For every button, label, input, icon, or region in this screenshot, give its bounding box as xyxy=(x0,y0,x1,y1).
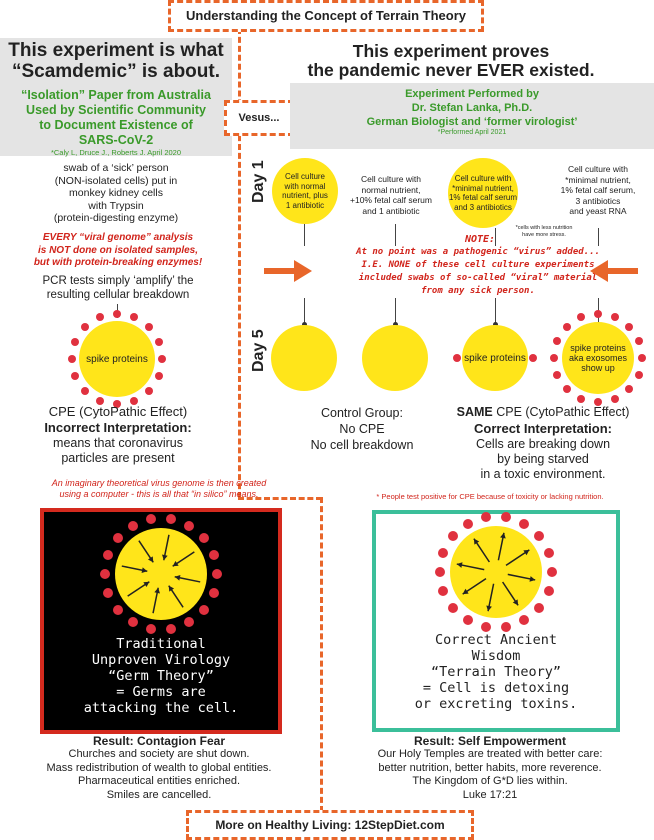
spike-dot xyxy=(212,569,222,579)
spike-dot xyxy=(103,588,113,598)
left-infected-cell xyxy=(79,321,155,397)
arrow-head-icon xyxy=(162,555,168,561)
spike-dot xyxy=(544,586,554,596)
experiment-date: *Performed April 2021 xyxy=(437,129,507,136)
day-5-label: Day 5 xyxy=(250,329,267,372)
spike-dot xyxy=(635,371,643,379)
spike-dot xyxy=(146,624,156,634)
spike-proteins-label: spike proteins xyxy=(86,353,148,365)
spike-dot xyxy=(155,338,163,346)
in-silico-note: An imaginary theoretical virus genome is then created using a computer - this is all that “in silico” means. xyxy=(51,478,267,499)
arrow-head-icon xyxy=(529,576,535,582)
incorrect-interpretation-title: Incorrect Interpretation: xyxy=(44,420,192,435)
spike-dot xyxy=(547,567,557,577)
spike-dot xyxy=(611,313,619,321)
day5-cell-2 xyxy=(362,325,428,391)
day5-cell-1 xyxy=(271,325,337,391)
spike-dot xyxy=(113,310,121,318)
arrow-head-icon xyxy=(486,605,492,611)
spike-dot xyxy=(96,313,104,321)
terrain-theory-text: Correct Ancient Wisdom “Terrain Theory” = Cell is detoxing or excreting toxins. xyxy=(414,632,578,712)
arrow-head-icon xyxy=(175,575,181,581)
paper-panel xyxy=(0,86,232,156)
arrow-head-icon xyxy=(457,562,463,568)
spike-dot xyxy=(481,622,491,632)
contagion-result-text: Churches and society are shut down. Mass redistribution of wealth to global entities. Pharmaceutical entities enriched. Smiles are cancelled. xyxy=(46,748,272,801)
spike-dot xyxy=(166,624,176,634)
terrain-theory-box xyxy=(372,510,620,732)
spike-dot xyxy=(501,512,511,522)
divider-line-bottom xyxy=(320,497,323,812)
spike-dot xyxy=(71,338,79,346)
method-text: swab of a ‘sick’ person (NON-isolated cells) put in monkey kidney cells with Trypsin (protein-digesting enzyme) xyxy=(53,162,179,224)
culture-label-4: Cell culture with *minimal nutrient, 1% fetal calf serum, 3 antibiotics and yeast RNA xyxy=(560,164,636,216)
empowerment-result-title: Result: Self Empowerment xyxy=(413,734,567,748)
spike-dot xyxy=(544,548,554,558)
spike-dot xyxy=(130,313,138,321)
spike-dot xyxy=(594,310,602,318)
spike-dot xyxy=(71,372,79,380)
pcr-text: PCR tests simply ‘amplify’ the resulting cellular breakdown xyxy=(42,275,194,301)
germ-theory-text: Traditional Unproven Virology “Germ Theory” = Germs are attacking the cell. xyxy=(83,636,239,716)
red-note: EVERY “viral genome” analysis is NOT done on isolated samples, but with protein-breaking enzymes! xyxy=(33,232,203,268)
footer-link[interactable]: More on Healthy Living: 12StepDiet.com xyxy=(186,810,474,840)
spike-dot xyxy=(209,550,219,560)
divider-line-top xyxy=(238,28,241,498)
correct-interpretation-text: Cells are breaking down by being starved in a toxic environment. xyxy=(475,437,611,481)
culture-label-2: Cell culture with normal nutrient, +10% fetal calf serum and 1 antibiotic xyxy=(350,174,432,216)
spike-dot xyxy=(103,550,113,560)
versus-box: Vesus... xyxy=(224,100,294,136)
inward-arrows-icon xyxy=(115,528,207,620)
spike-dot xyxy=(100,569,110,579)
spike-dot xyxy=(625,385,633,393)
spike-dot xyxy=(155,372,163,380)
note-text: At no point was a pathogenic “virus” added... I.E. NONE of these cell culture experiments included swabs of so-called “viral” material from any sick person. xyxy=(300,246,654,298)
culture-cell-1: Cell culture with normal nutrient, plus 1 antibiotic xyxy=(272,158,338,224)
experiment-title: Experiment Performed by Dr. Stefan Lanka, Ph.D. German Biologist and ‘former virologist’ xyxy=(366,88,578,128)
left-heading: This experiment is what “Scamdemic” is about. xyxy=(0,38,232,86)
day5-cell-4: spike proteins aka exosomes show up xyxy=(562,322,634,394)
spike-dot xyxy=(577,313,585,321)
spike-dot xyxy=(145,387,153,395)
germ-theory-box xyxy=(40,508,282,734)
spike-dot xyxy=(553,371,561,379)
spike-dot xyxy=(481,512,491,522)
spike-dot xyxy=(635,337,643,345)
spike-dot xyxy=(611,395,619,403)
spike-dot xyxy=(166,514,176,524)
spike-dot xyxy=(529,354,537,362)
page-title: Understanding the Concept of Terrain Theory xyxy=(168,0,484,32)
spike-dot xyxy=(550,354,558,362)
right-arrow-icon xyxy=(588,258,638,284)
outward-arrows-icon xyxy=(450,526,542,618)
spike-dot xyxy=(563,323,571,331)
spike-dot xyxy=(145,323,153,331)
spike-dot xyxy=(438,548,448,558)
spike-dot xyxy=(438,586,448,596)
control-group-text: Control Group: No CPE No cell breakdown xyxy=(310,406,414,452)
spike-dot xyxy=(435,567,445,577)
spike-dot xyxy=(563,385,571,393)
note-title: NOTE: xyxy=(464,234,496,245)
spike-dot xyxy=(501,622,511,632)
paper-citation: *Caly L, Druce J., Roberts J. April 2020 xyxy=(50,148,182,157)
small-stress-note: *cells with less nutrition have more stress. xyxy=(515,225,573,238)
paper-title: “Isolation” Paper from Australia Used by Scientific Community to Document Existence of SARS-CoV-2 xyxy=(21,88,211,147)
empowerment-result-text: Our Holy Temples are treated with better care: better nutrition, better habits, more reverence. The Kingdom of G*D lies within. Luke 17:21 xyxy=(377,748,603,801)
positive-test-note: * People test positive for CPE because of toxicity or lacking nutrition. xyxy=(376,492,604,501)
incorrect-interpretation-text: means that coronavirus particles are present xyxy=(53,436,183,465)
spike-dot xyxy=(553,337,561,345)
cpe-title: CPE (CytoPathic Effect) xyxy=(48,404,188,419)
correct-interpretation-title: Correct Interpretation: xyxy=(474,421,612,436)
spike-dot xyxy=(577,395,585,403)
experiment-panel xyxy=(290,83,654,149)
left-arrow-icon xyxy=(264,258,314,284)
contagion-result-title: Result: Contagion Fear xyxy=(92,734,225,748)
arrow-head-icon xyxy=(154,588,160,594)
day-1-label: Day 1 xyxy=(250,160,267,203)
spike-dot xyxy=(209,588,219,598)
arrow-head-icon xyxy=(500,533,506,539)
spike-dot xyxy=(453,354,461,362)
same-cpe-rest: CPE (CytoPathic Effect) xyxy=(492,405,630,419)
spike-dot xyxy=(81,323,89,331)
same-cpe-title xyxy=(432,405,654,419)
spike-dot xyxy=(146,514,156,524)
spike-dot xyxy=(81,387,89,395)
day5-cell-3 xyxy=(462,325,528,391)
culture-cell-3: Cell culture with *minimal nutrient, 1% fetal calf serum and 3 antibiotics xyxy=(448,158,518,228)
arrow-head-icon xyxy=(142,567,148,573)
same-bold: SAME xyxy=(456,405,493,419)
spike-proteins-label: spike proteins xyxy=(464,352,526,364)
spike-dot xyxy=(638,354,646,362)
spike-dot xyxy=(68,355,76,363)
spike-dot xyxy=(158,355,166,363)
spike-dot xyxy=(625,323,633,331)
right-heading: This experiment proves the pandemic never EVER existed. xyxy=(307,41,595,80)
